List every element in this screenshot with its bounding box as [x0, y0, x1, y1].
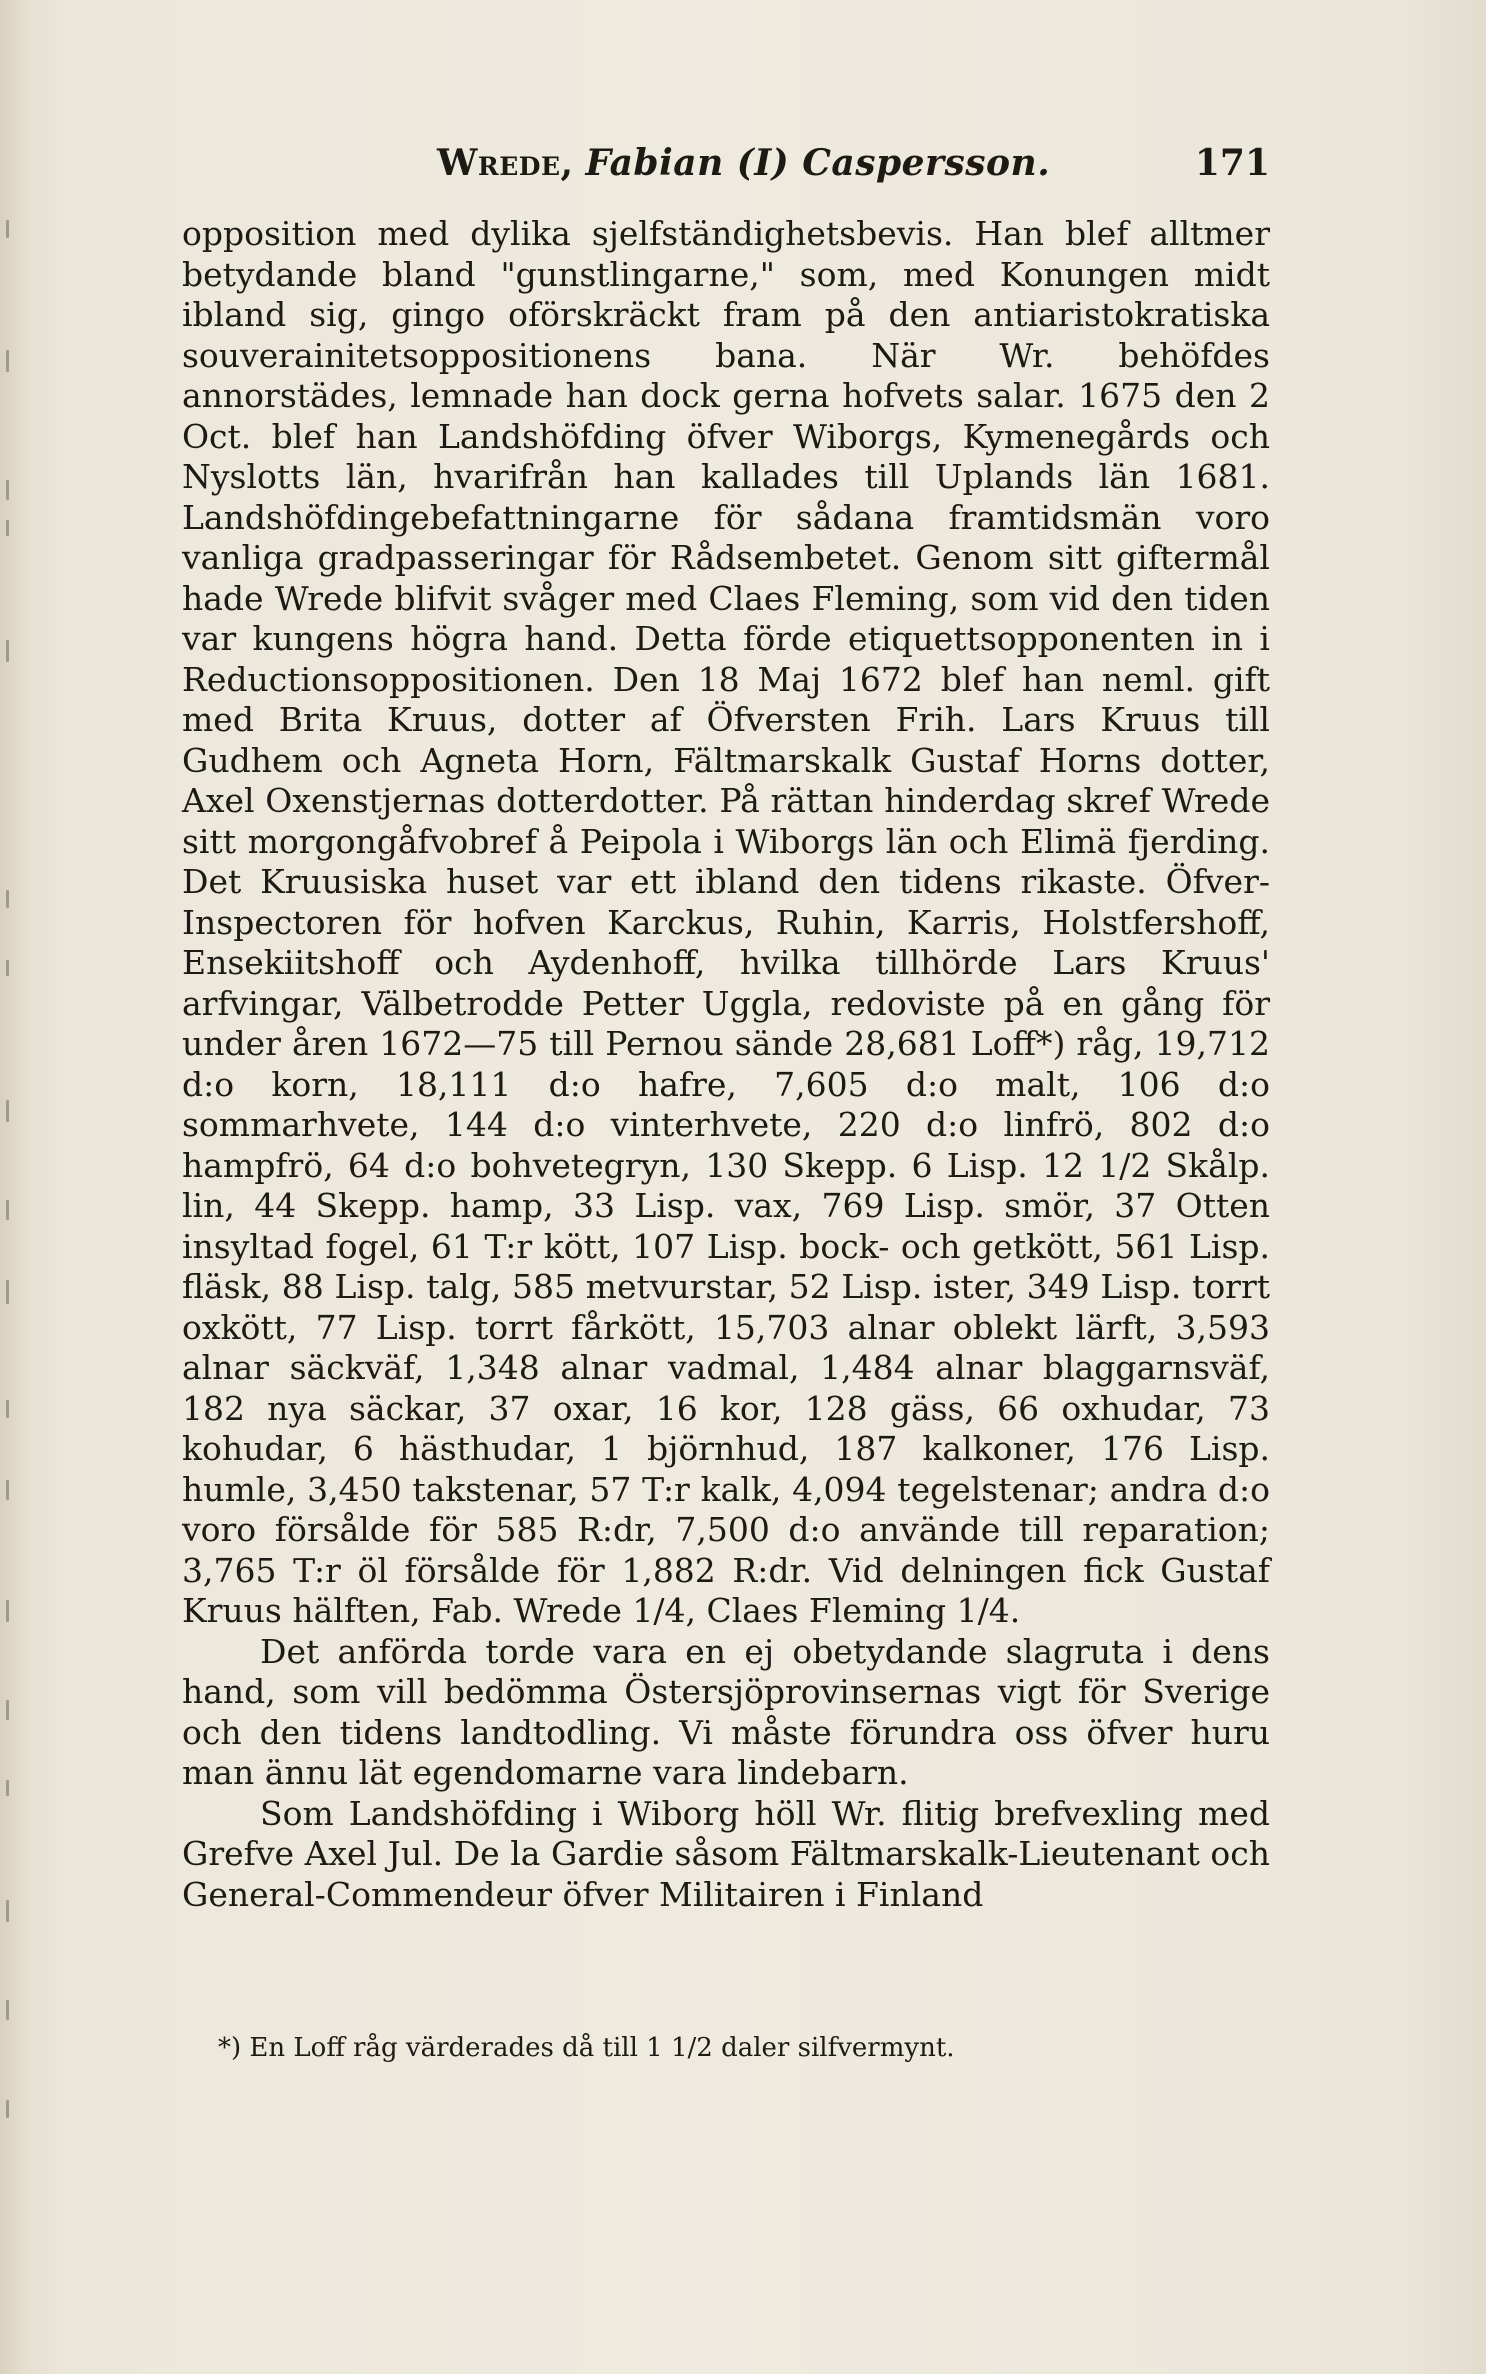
running-title: [437, 142, 1050, 184]
page-number: 171: [1194, 142, 1270, 184]
running-header: [182, 142, 1270, 192]
binding-gutter: [6, 200, 20, 2180]
body-text: [182, 214, 1270, 1915]
footnote: *) En Loff råg värderades då till 1 1/2 daler silfvermynt.: [218, 2033, 955, 2063]
paragraph-3: Som Landshöfding i Wiborg höll Wr. flitig brefvexling med Grefve Axel Jul. De la Gardie såsom Fältmarskalk-Lieutenant och General-Commendeur öfver Militairen i Finland: [182, 1793, 1270, 1914]
paragraph-1: opposition med dylika sjelfständighetsbevis. Han blef alltmer betydande bland "gunstlingarne," som, med Konungen midt ibland sig, gingo oförskräckt fram på den antiaristokratiska souverainitetsoppositionens bana. När Wr. behöfdes annorstädes, lemnade han dock gerna hofvets salar. 1675 den 2 Oct. blef han Landshöfding öfver Wiborgs, Kymenegårds och Nyslotts län, hvarifrån han kallades till Uplands län 1681. Landshöfdingebefattningarne för sådana framtidsmän voro vanliga gradpasseringar för Rådsembetet. Genom sitt giftermål hade Wrede blifvit svåger med Claes Fleming, som vid den tiden var kungens högra hand. Detta förde etiquettsopponenten in i Reductionsoppositionen. Den 18 Maj 1672 blef han neml. gift med Brita Kruus, dotter af Öfversten Frih. Lars Kruus till Gudhem och Agneta Horn, Fältmarskalk Gustaf Horns dotter, Axel Oxenstjernas dotterdotter. På rättan hinderdag skref Wrede sitt morgongåfvobref å Peipola i Wiborgs län och Elimä fjerding. Det Kruusiska huset var ett ibland den tidens rikaste. Öfver-Inspectoren för hofven Karckus, Ruhin, Karris, Holstfershoff, Ensekiitshoff och Aydenhoff, hvilka tillhörde Lars Kruus' arfvingar, Välbetrodde Petter Uggla, redoviste på en gång för under åren 1672—75 till Pernou sände 28,681 Loff*) råg, 19,712 d:o korn, 18,111 d:o hafre, 7,605 d:o malt, 106 d:o sommarhvete, 144 d:o vinterhvete, 220 d:o linfrö, 802 d:o hampfrö, 64 d:o bohvetegryn, 130 Skepp. 6 Lisp. 12 1/2 Skålp. lin, 44 Skepp. hamp, 33 Lisp. vax, 769 Lisp. smör, 37 Otten insyltad fogel, 61 T:r kött, 107 Lisp. bock- och getkött, 561 Lisp. fläsk, 88 Lisp. talg, 585 metvurstar, 52 Lisp. ister, 349 Lisp. torrt oxkött, 77 Lisp. torrt fårkött, 15,703 alnar oblekt lärft, 3,593 alnar säckväf, 1,348 alnar vadmal, 1,484 alnar blaggarnsväf, 182 nya säckar, 37 oxar, 16 kor, 128 gäss, 66 oxhudar, 73 kohudar, 6 hästhudar, 1 björnhud, 187 kalkoner, 176 Lisp. humle, 3,450 takstenar, 57 T:r kalk, 4,094 tegelstenar; andra d:o voro försålde för 585 R:dr, 7,500 d:o använde till reparation; 3,765 T:r öl försålde för 1,882 R:dr. Vid delningen fick Gustaf Kruus hälften, Fab. Wrede 1/4, Claes Fleming 1/4.: [182, 214, 1270, 1630]
running-title-subject: Fabian (I) Caspersson.: [585, 142, 1051, 184]
running-title-name: Wrede,: [437, 142, 574, 184]
paragraph-2: Det anförda torde vara en ej obetydande slagruta i dens hand, som vill bedömma Östersjöprovinsernas vigt för Sverige och den tidens landtodling. Vi måste förundra oss öfver huru man ännu lät egendomarne vara lindebarn.: [182, 1631, 1270, 1792]
